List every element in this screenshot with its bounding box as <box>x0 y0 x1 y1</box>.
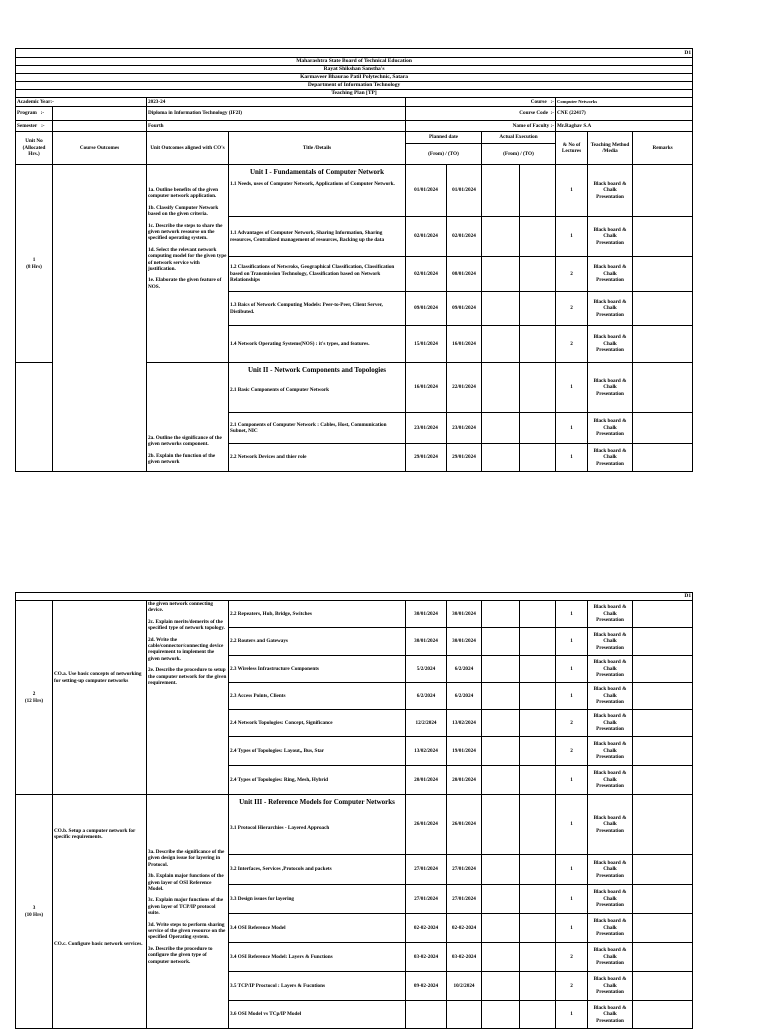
topic-title: 3.4 OSI Reference Model: Layers & Functions <box>229 943 406 972</box>
topic-title: 3.5 TCP/IP Proctocol : Layers & Fucntions <box>229 972 406 1001</box>
outcome-3d: 3d. Write steps to perform sharing service of the given resource on the specified Operating system. <box>148 921 226 941</box>
semester-value: Fourth <box>147 121 406 132</box>
planned-to: 22/01/2024 <box>447 363 482 413</box>
planned-from: 09/01/2024 <box>406 292 447 326</box>
planned-from: 5/2/2024 <box>406 656 447 683</box>
col-remarks: Remarks <box>633 132 693 165</box>
unit-2-course-outcome: CO.a. Use basic concepts of networking for setting-up computer networks <box>53 601 147 795</box>
teaching-method: Black board & Chalk Presentation <box>588 1001 633 1029</box>
institute-name: Karmaveer Bhaurao Patil Polytechnic, Satara <box>16 74 693 82</box>
lectures-count: 2 <box>556 292 588 326</box>
col-actual-execution: Actual Execution <box>482 132 556 144</box>
topic-title: 1.3 Baics of Network Computing Models: Peer-to-Peer, Client Server, Distibuted. <box>229 292 406 326</box>
topic-title: 2.2 Network Devices and thier role <box>229 444 406 472</box>
outcome-3b: 3b. Explain major functions of the given layer of OSI Reference Model. <box>148 873 224 893</box>
topic-title: 3.1 Protocol Hierarchies - Layered Approach <box>230 825 330 831</box>
planned-from: 02-02-2024 <box>406 914 447 943</box>
teaching-method: Black board & Chalk Presentation <box>588 444 633 472</box>
teaching-plan-page-1 <box>15 48 693 472</box>
outcome-3c: 3c. Explain major functions of the given layer of TCP/IP protocol suite. <box>148 897 224 917</box>
topic-title: 2.4 Types of Topologies: Ring, Mesh, Hybrid <box>229 766 406 795</box>
col-unit-outcomes: Unit Outcomes aligned with CO's <box>147 132 229 165</box>
planned-from: 16/01/2024 <box>406 363 447 413</box>
planned-to: 03-02-2024 <box>447 943 482 972</box>
col-planned-date: Planned date <box>406 132 482 144</box>
faculty-label: Name of Faculty :- <box>406 121 556 132</box>
lectures-count: 1 <box>556 855 588 885</box>
outcome-1d: 1d. Select the relevant network computing model for the given type of network service with justification. <box>148 246 227 273</box>
planned-from: 30/01/2024 <box>406 628 447 656</box>
academic-year-value: 2023-24 <box>147 98 406 107</box>
planned-to: 10/2/2024 <box>447 972 482 1001</box>
unit-3-course-outcomes <box>53 795 147 1029</box>
planned-from: 01/01/2024 <box>406 165 447 217</box>
planned-to: 26/01/2024 <box>447 795 482 855</box>
planned-from: 09-02-2024 <box>406 972 447 1001</box>
teaching-method: Black board & Chalk Presentation <box>588 972 633 1001</box>
unit-1-course-outcome <box>53 165 147 472</box>
course-outcome-b: CO.b. Setup a computer network for specific requirements. <box>54 828 136 841</box>
outcome-2e: 2e. Describe the procedure to setup the computer network for the given requirement. <box>148 667 227 687</box>
lectures-count: 2 <box>556 710 588 737</box>
planned-from: 02/01/2024 <box>406 217 447 257</box>
topic-title: 2.4 Network Topologies: Concept, Significance <box>229 710 406 737</box>
outcome-2b: 2b. Explain the function of the given network <box>148 452 216 466</box>
planned-to: 19/01/2024 <box>447 737 482 766</box>
planned-to: 09/01/2024 <box>447 292 482 326</box>
planned-to: 02/01/2024 <box>447 217 482 257</box>
unit-1-outcomes <box>147 165 229 363</box>
lectures-count: 1 <box>556 601 588 628</box>
planned-to: 20/01/2024 <box>447 766 482 795</box>
lectures-count: 1 <box>556 795 588 855</box>
teaching-method: Black board & Chalk Presentation <box>588 413 633 444</box>
document-title: Teaching Plan [TP] <box>16 90 693 98</box>
topic-title: 2.4 Types of Topologies: Layout,, Bus, Star <box>229 737 406 766</box>
unit-1-number: 1 (8 Hrs) <box>16 165 53 363</box>
planned-from: 13/02/2024 <box>406 737 447 766</box>
institute-sanstha: Rayat Shikshan Sanstha's <box>16 66 693 74</box>
course-code-label: Course Code :- <box>406 107 556 121</box>
planned-to <box>447 1001 482 1029</box>
col-no-of-lectures: & No of Lectures <box>556 132 588 165</box>
unit-1-title: Unit I - Fundamentals of Computer Network <box>249 168 385 176</box>
col-unit-no: Unit No (Allocated Hrs.) <box>16 132 53 165</box>
semester-label: Semester :- <box>16 121 53 132</box>
unit-2-number-cell <box>16 363 53 472</box>
teaching-method: Black board & Chalk Presentation <box>588 292 633 326</box>
lectures-count: 2 <box>556 737 588 766</box>
col-planned-from-to: (From) / (TO) <box>406 144 482 165</box>
unit-2-outcomes <box>147 363 229 472</box>
teaching-method: Black board & Chalk Presentation <box>588 766 633 795</box>
lectures-count: 1 <box>556 413 588 444</box>
teaching-method: Black board & Chalk Presentation <box>588 656 633 683</box>
topic-title: 3.3 Design issues for layering <box>229 885 406 914</box>
teaching-method: Black board & Chalk Presentation <box>588 710 633 737</box>
teaching-plan-page-2 <box>15 592 693 1029</box>
teaching-method: Black board & Chalk Presentation <box>588 683 633 710</box>
planned-to: 08/01/2024 <box>447 257 482 292</box>
planned-to: 30/01/2024 <box>447 601 482 628</box>
page-mark: D1 <box>16 593 693 601</box>
planned-from: 03-02-2024 <box>406 943 447 972</box>
planned-to: 29/01/2024 <box>447 444 482 472</box>
col-title: Title /Details <box>229 132 406 165</box>
teaching-method: Black board & Chalk Presentation <box>588 914 633 943</box>
col-teaching-method: Teaching Method /Media <box>588 132 633 165</box>
unit-2-title-cell <box>229 363 406 413</box>
planned-to: 27/01/2024 <box>447 885 482 914</box>
outcome-3e: 3e. Describe the procedure to configure the given type of computer network. <box>148 945 213 965</box>
lectures-count: 2 <box>556 326 588 363</box>
unit-2-outcomes-cont <box>147 601 229 795</box>
planned-from: 27/01/2024 <box>406 885 447 914</box>
topic-title: 3.4 OSI Reference Model <box>229 914 406 943</box>
lectures-count: 1 <box>556 885 588 914</box>
outcome-3a: 3a. Describe the significance of the given design issue for layering in Protocol. <box>148 849 225 868</box>
planned-to: 6/2/2024 <box>447 683 482 710</box>
lectures-count: 2 <box>556 257 588 292</box>
planned-to: 16/01/2024 <box>447 326 482 363</box>
lectures-count: 1 <box>556 683 588 710</box>
planned-to: 13/02/2024 <box>447 710 482 737</box>
outcome-2a: 2a. Outline the significance of the given networks component. <box>148 435 222 448</box>
lectures-count: 2 <box>556 972 588 1001</box>
planned-from: 27/01/2024 <box>406 855 447 885</box>
lectures-count: 1 <box>556 628 588 656</box>
board-name: Maharashtra State Board of Technical Education <box>16 58 693 66</box>
department-name: Department of Information Technology <box>16 82 693 90</box>
outcome-1b: 1b. Classify Computer Network based on the given criteria. <box>148 204 219 218</box>
planned-from: 29/01/2024 <box>406 444 447 472</box>
lectures-count: 2 <box>556 943 588 972</box>
planned-from: 26/01/2024 <box>406 795 447 855</box>
page-mark: D1 <box>16 49 693 58</box>
teaching-method: Black board & Chalk Presentation <box>588 855 633 885</box>
program-value: Diploma in Information Technology (IF2I) <box>147 107 406 121</box>
planned-from: 20/01/2024 <box>406 766 447 795</box>
lectures-count: 1 <box>556 656 588 683</box>
lectures-count: 1 <box>556 914 588 943</box>
lectures-count: 1 <box>556 363 588 413</box>
outcome-1c: 1c. Describe the steps to share the given network resourse on the specified operating system. <box>148 222 223 242</box>
planned-from: 12/2/2024 <box>406 710 447 737</box>
unit-3-title: Unit III - Reference Models for Computer Networks <box>239 798 395 806</box>
planned-from <box>406 1001 447 1029</box>
topic-title: 3.6 OSI Model vs TCp/IP Model <box>229 1001 406 1029</box>
outcome-1e: 1e. Elaborate the given feature of NOS. <box>148 277 222 290</box>
topic-title: 2.3 Access Points, Clients <box>229 683 406 710</box>
col-course-outcomes: Course Outcomes <box>53 132 147 165</box>
teaching-method: Black board & Chalk Presentation <box>588 217 633 257</box>
unit-1-title-cell <box>229 165 406 217</box>
unit-2-title: Unit II - Network Components and Topologies <box>247 366 387 374</box>
planned-to: 27/01/2024 <box>447 855 482 885</box>
topic-title: 1.1 Needs, uses of Computer Network, Applications of Computer Network. <box>230 181 395 187</box>
unit-2-number: 2 (12 Hrs) <box>16 601 53 795</box>
teaching-method: Black board & Chalk Presentation <box>588 885 633 914</box>
topic-title: 2.1 Basic Components of Computer Network <box>230 387 330 393</box>
topic-title: 2.3 Wireless Infrastructure Components <box>229 656 406 683</box>
planned-to: 01/01/2024 <box>447 165 482 217</box>
planned-from: 30/01/2024 <box>406 601 447 628</box>
topic-title: 3.2 Interfaces, Services ,Protocols and packets <box>229 855 406 885</box>
lectures-count: 1 <box>556 766 588 795</box>
program-label: Program :- <box>16 107 53 121</box>
planned-from: 15/01/2024 <box>406 326 447 363</box>
topic-title: 1.1 Advantages of Computer Network, Sharing Information, Sharing resources, Centralized management of resources, Backing up the data <box>229 217 406 257</box>
planned-to: 6/2/2024 <box>447 656 482 683</box>
faculty-value: Mr.Raghav S.A <box>556 121 693 132</box>
teaching-method: Black board & Chalk Presentation <box>588 257 633 292</box>
lectures-count: 1 <box>556 217 588 257</box>
outcome-2b-cont: the given network connecting device. <box>148 601 213 614</box>
planned-from: 23/01/2024 <box>406 413 447 444</box>
outcome-2c: 2c. Explain merits/demerits of the specified type of network topology. <box>148 618 225 632</box>
planned-to: 02-02-2024 <box>447 914 482 943</box>
unit-3-title-cell <box>229 795 406 855</box>
outcome-1a: 1a. Outline benefits of the given computer network application. <box>148 187 219 200</box>
planned-from: 02/01/2024 <box>406 257 447 292</box>
teaching-method: Black board & Chalk Presentation <box>588 795 633 855</box>
topic-title: 1.4 Network Operating Systems(NOS) : it's types, and features. <box>229 326 406 363</box>
topic-title: 1.2 Classifications of Netwroks, Geographical Classification, Classification based on Transmission Technology, Classification based on Network Relationships <box>229 257 406 292</box>
teaching-method: Black board & Chalk Presentation <box>588 363 633 413</box>
topic-title: 2.2 Routers and Gateways <box>229 628 406 656</box>
course-outcome-c: CO.c. Configure basic network services. <box>54 940 143 947</box>
lectures-count: 1 <box>556 444 588 472</box>
unit-3-outcomes <box>147 795 229 1029</box>
col-actual-from-to: (From) / (TO) <box>482 144 556 165</box>
teaching-method: Black board & Chalk Presentation <box>588 165 633 217</box>
topic-title: 2.2 Repeaters, Hub, Bridge, Switches <box>229 601 406 628</box>
teaching-method: Black board & Chalk Presentation <box>588 628 633 656</box>
lectures-count: 1 <box>556 1001 588 1029</box>
planned-to: 23/01/2024 <box>447 413 482 444</box>
teaching-method: Black board & Chalk Presentation <box>588 943 633 972</box>
teaching-method: Black board & Chalk Presentation <box>588 737 633 766</box>
academic-year-label: Academic Year:- <box>16 98 147 107</box>
lectures-count: 1 <box>556 165 588 217</box>
course-label: Course :- <box>406 98 556 107</box>
course-code-value: CNE (22417) <box>556 107 693 121</box>
planned-to: 30/01/2024 <box>447 628 482 656</box>
unit-3-number: 3 (10 Hrs) <box>16 795 53 1029</box>
topic-title: 2.1 Components of Computer Network : Cables, Host, Communication Subnet, NIC <box>229 413 406 444</box>
course-value: Computer Networks <box>556 98 693 107</box>
outcome-2d: 2d. Write the cable/connector/connecting device requirement to implement the given network. <box>148 636 224 662</box>
teaching-method: Black board & Chalk Presentation <box>588 326 633 363</box>
planned-from: 6/2/2024 <box>406 683 447 710</box>
teaching-method: Black board & Chalk Presentation <box>588 601 633 628</box>
